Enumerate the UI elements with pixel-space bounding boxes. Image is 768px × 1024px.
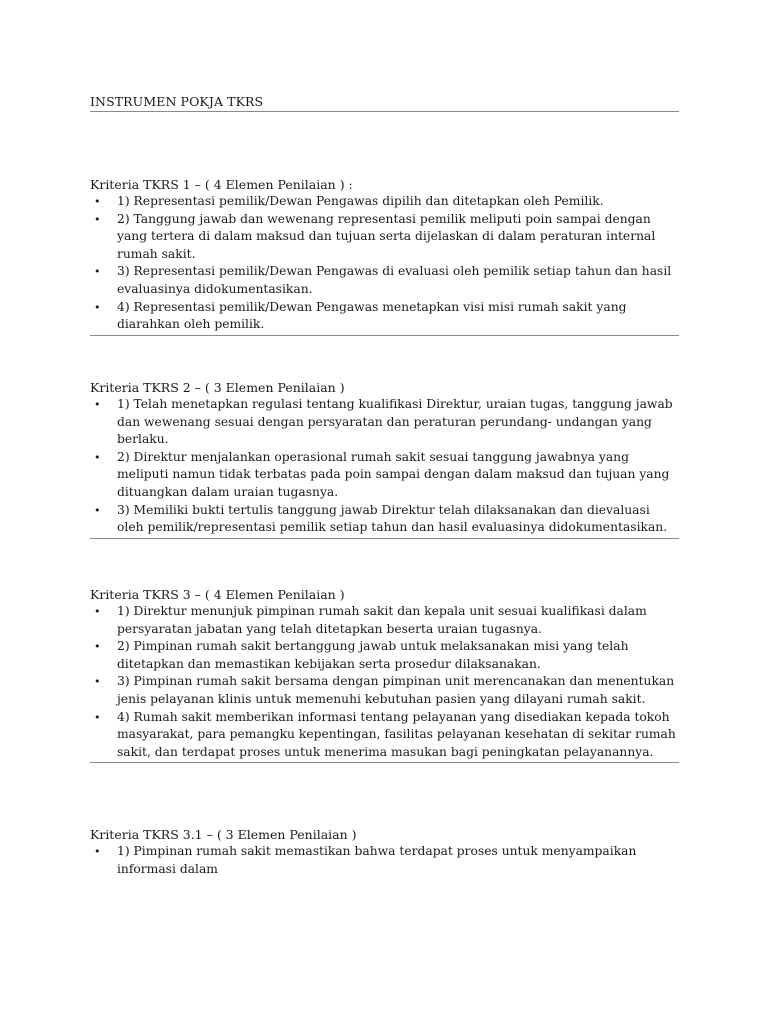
criteria-section-tkrs-3-1 [90,826,679,879]
section-title: Kriteria TKRS 3.1 – ( 3 Elemen Penilaian ) [90,827,357,842]
criteria-section-tkrs-1 [90,176,679,336]
list-item: • 4) Representasi pemilik/Dewan Pengawas menetapkan visi misi rumah sakit yang diarahkan oleh pemilik. [90,299,679,334]
criteria-section-tkrs-3 [90,586,679,763]
assessment-element-list [90,396,679,537]
document-title: INSTRUMEN POKJA TKRS [90,94,679,112]
section-title: Kriteria TKRS 3 – ( 4 Elemen Penilaian ) [90,587,345,602]
list-item: • 2) Pimpinan rumah sakit bertanggung jawab untuk melaksanakan misi yang telah ditetapkan dan memastikan kebijakan serta prosedur dilaksanakan. [90,638,679,673]
list-item: • 3) Pimpinan rumah sakit bersama dengan pimpinan unit merencanakan dan menentukan jenis pelayanan klinis untuk memenuhi kebutuhan pasien yang dilayani rumah sakit. [90,673,679,708]
section-title: Kriteria TKRS 1 – ( 4 Elemen Penilaian ) : [90,177,353,192]
section-title: Kriteria TKRS 2 – ( 3 Elemen Penilaian ) [90,380,345,395]
assessment-element-list [90,843,679,878]
list-item: • 1) Direktur menunjuk pimpinan rumah sakit dan kepala unit sesuai kualifikasi dalam persyaratan jabatan yang telah ditetapkan beserta uraian tugasnya. [90,603,679,638]
list-item: • 1) Pimpinan rumah sakit memastikan bahwa terdapat proses untuk menyampaikan informasi dalam [90,843,679,878]
list-item: • 1) Representasi pemilik/Dewan Pengawas dipilih dan ditetapkan oleh Pemilik. [90,193,679,211]
list-item: • 4) Rumah sakit memberikan informasi tentang pelayanan yang disediakan kepada tokoh masyarakat, para pemangku kepentingan, fasilitas pelayanan kesehatan di sekitar rumah sakit, dan terdapat proses untuk menerima masukan bagi peningkatan pelayanannya. [90,709,679,762]
assessment-element-list [90,603,679,761]
assessment-element-list [90,193,679,334]
list-item: • 3) Representasi pemilik/Dewan Pengawas di evaluasi oleh pemilik setiap tahun dan hasil evaluasinya didokumentasikan. [90,263,679,298]
list-item: • 1) Telah menetapkan regulasi tentang kualifikasi Direktur, uraian tugas, tanggung jawab dan wewenang sesuai dengan persyaratan dan peraturan perundang- undangan yang berlaku. [90,396,679,449]
list-item: • 3) Memiliki bukti tertulis tanggung jawab Direktur telah dilaksanakan dan dievaluasi oleh pemilik/representasi pemilik setiap tahun dan hasil evaluasinya didokumentasikan. [90,502,679,537]
criteria-section-tkrs-2 [90,379,679,539]
list-item: • 2) Tanggung jawab dan wewenang representasi pemilik meliputi poin sampai dengan yang tertera di dalam maksud dan tujuan serta dijelaskan di dalam peraturan internal rumah sakit. [90,211,679,264]
list-item: • 2) Direktur menjalankan operasional rumah sakit sesuai tanggung jawabnya yang meliputi namun tidak terbatas pada poin sampai dengan dalam maksud dan tujuan yang dituangkan dalam uraian tugasnya. [90,449,679,502]
